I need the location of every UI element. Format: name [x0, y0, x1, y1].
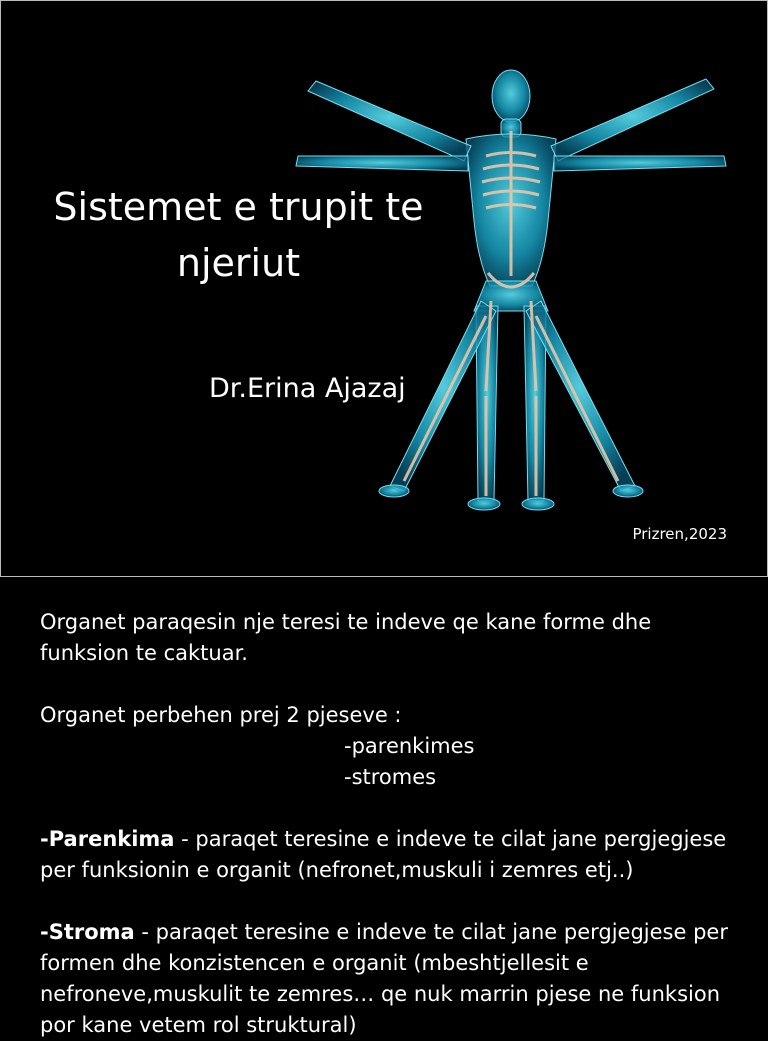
place-year: Prizren,2023 [632, 525, 727, 543]
list-item: -stromes [344, 765, 437, 789]
stroma-paragraph [40, 917, 740, 1041]
stroma-term: -Stroma [40, 920, 135, 944]
parenkima-definition: - paraqet teresine e indeve te cilat jane pergjegjese per funksionin e organit (nefronet,muskuli i zemres etj..) [40, 827, 727, 882]
author-name: Dr.Erina Ajazaj [209, 373, 406, 404]
slide-title: Sistemet e trupit te njeriut [53, 185, 424, 285]
parenkima-term: -Parenkima [40, 827, 175, 851]
organ-definition: Organet paraqesin nje teresi te indeve qe kane forme dhe funksion te caktuar. [40, 610, 652, 665]
stroma-definition: - paraqet teresine e indeve te cilat jane pergjegjese per formen dhe konzistencen e organit (mbeshtjellesit e nefroneve,muskulit te zemres… qe nuk marrin pjese ne funksion por kane vetem rol struktural) [40, 920, 728, 1037]
human-anatomy-figure [286, 61, 736, 521]
parenkima-paragraph [40, 824, 740, 886]
slide-body [40, 607, 740, 1041]
content-slide [0, 577, 768, 1037]
list-item: -parenkimes [344, 734, 475, 758]
organ-parts-intro: Organet perbehen prej 2 pjeseve : [40, 703, 402, 727]
